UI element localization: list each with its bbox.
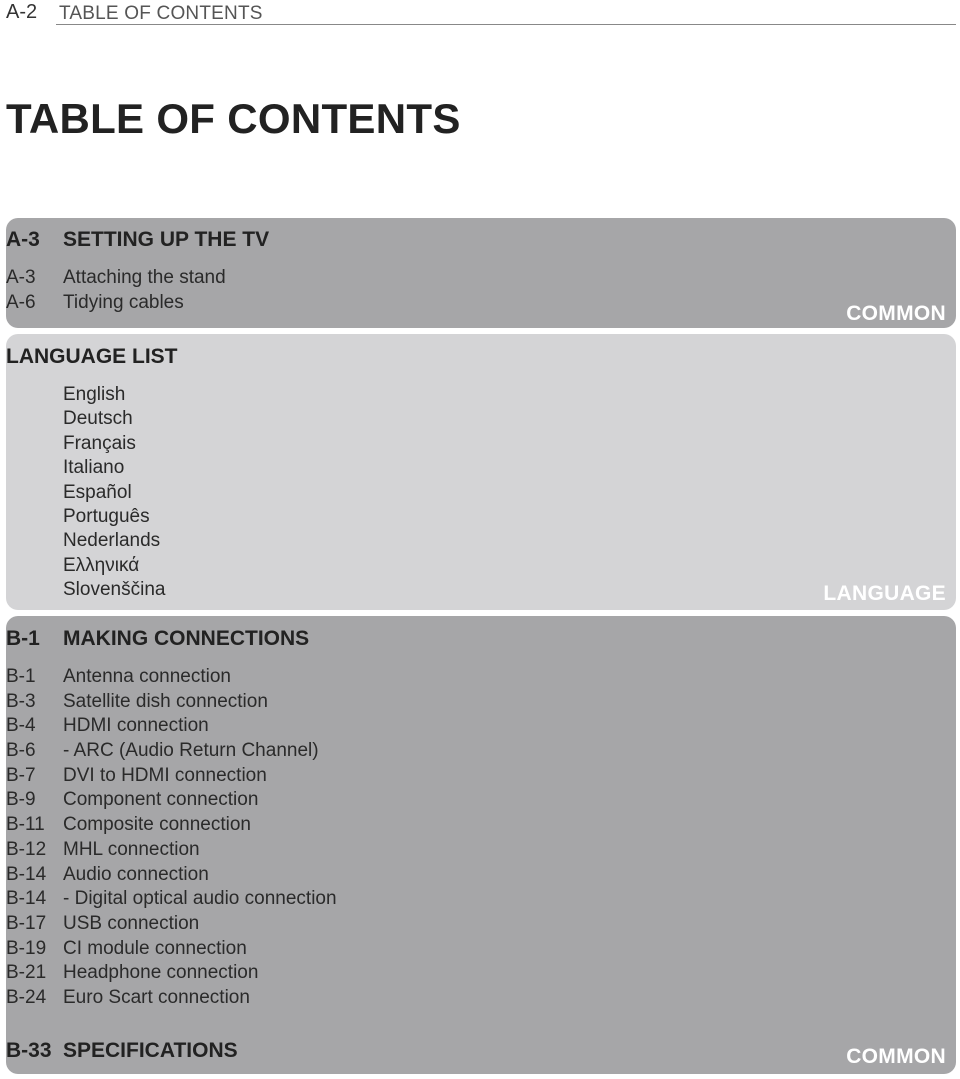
page-number: A-2 xyxy=(6,1,38,23)
toc-label: - Digital optical audio connection xyxy=(63,888,337,910)
toc-page: A-3 xyxy=(6,267,36,288)
section-title: LANGUAGE LIST xyxy=(6,345,178,368)
toc-label: Component connection xyxy=(63,789,259,811)
section-title: SPECIFICATIONS xyxy=(63,1039,238,1062)
toc-page: B-14 xyxy=(6,863,47,885)
section-tag-language: LANGUAGE xyxy=(823,582,946,605)
toc-label: Satellite dish connection xyxy=(63,690,268,712)
toc-label: Tidying cables xyxy=(63,291,184,313)
toc-label: Composite connection xyxy=(63,814,251,836)
section-title: SETTING UP THE TV xyxy=(63,228,270,251)
toc-label: Antenna connection xyxy=(63,666,231,687)
toc-page: B-7 xyxy=(6,764,36,786)
toc-label: Audio connection xyxy=(63,863,209,885)
toc-page: A-6 xyxy=(6,291,36,313)
section-tag-common: COMMON xyxy=(846,1045,946,1068)
section-language-list: LANGUAGE LIST English Deutsch Français Italiano Español Português Nederlands Ελληνικά Slovenščina LANGUAGE xyxy=(6,334,956,610)
toc-page: B-12 xyxy=(6,838,47,860)
section-making-connections xyxy=(6,616,956,1074)
toc-page: B-11 xyxy=(6,814,45,836)
toc-page: B-9 xyxy=(6,789,36,811)
toc-page: B-17 xyxy=(6,912,47,934)
running-header xyxy=(6,0,956,26)
section-title: MAKING CONNECTIONS xyxy=(63,627,310,650)
toc-label: - ARC (Audio Return Channel) xyxy=(63,740,319,762)
toc-page: B-1 xyxy=(6,666,36,687)
toc-label: Euro Scart connection xyxy=(63,986,250,1008)
toc-page: B-6 xyxy=(6,740,36,762)
toc-page: B-21 xyxy=(6,962,47,984)
header-rule xyxy=(56,24,956,25)
toc-label: DVI to HDMI connection xyxy=(63,764,267,786)
toc-label: Headphone connection xyxy=(63,962,259,984)
toc-label: HDMI connection xyxy=(63,715,209,737)
page-title: TABLE OF CONTENTS xyxy=(6,95,461,142)
running-title: TABLE OF CONTENTS xyxy=(59,3,263,24)
section-setting-up-tv xyxy=(6,218,956,328)
section-page-number: B-1 xyxy=(6,627,40,650)
toc-label: MHL connection xyxy=(63,838,200,860)
toc-page: B-14 xyxy=(6,888,47,910)
section-page-number: A-3 xyxy=(6,228,40,251)
toc-page: B-3 xyxy=(6,690,36,712)
section-page-number: B-33 xyxy=(6,1039,52,1062)
toc-label: CI module connection xyxy=(63,937,247,959)
toc-page: B-19 xyxy=(6,937,47,959)
toc-label: Attaching the stand xyxy=(63,267,226,288)
toc-page: B-24 xyxy=(6,986,47,1008)
toc-label: USB connection xyxy=(63,912,200,934)
toc-page: B-4 xyxy=(6,715,36,737)
section-tag-common: COMMON xyxy=(846,302,946,325)
